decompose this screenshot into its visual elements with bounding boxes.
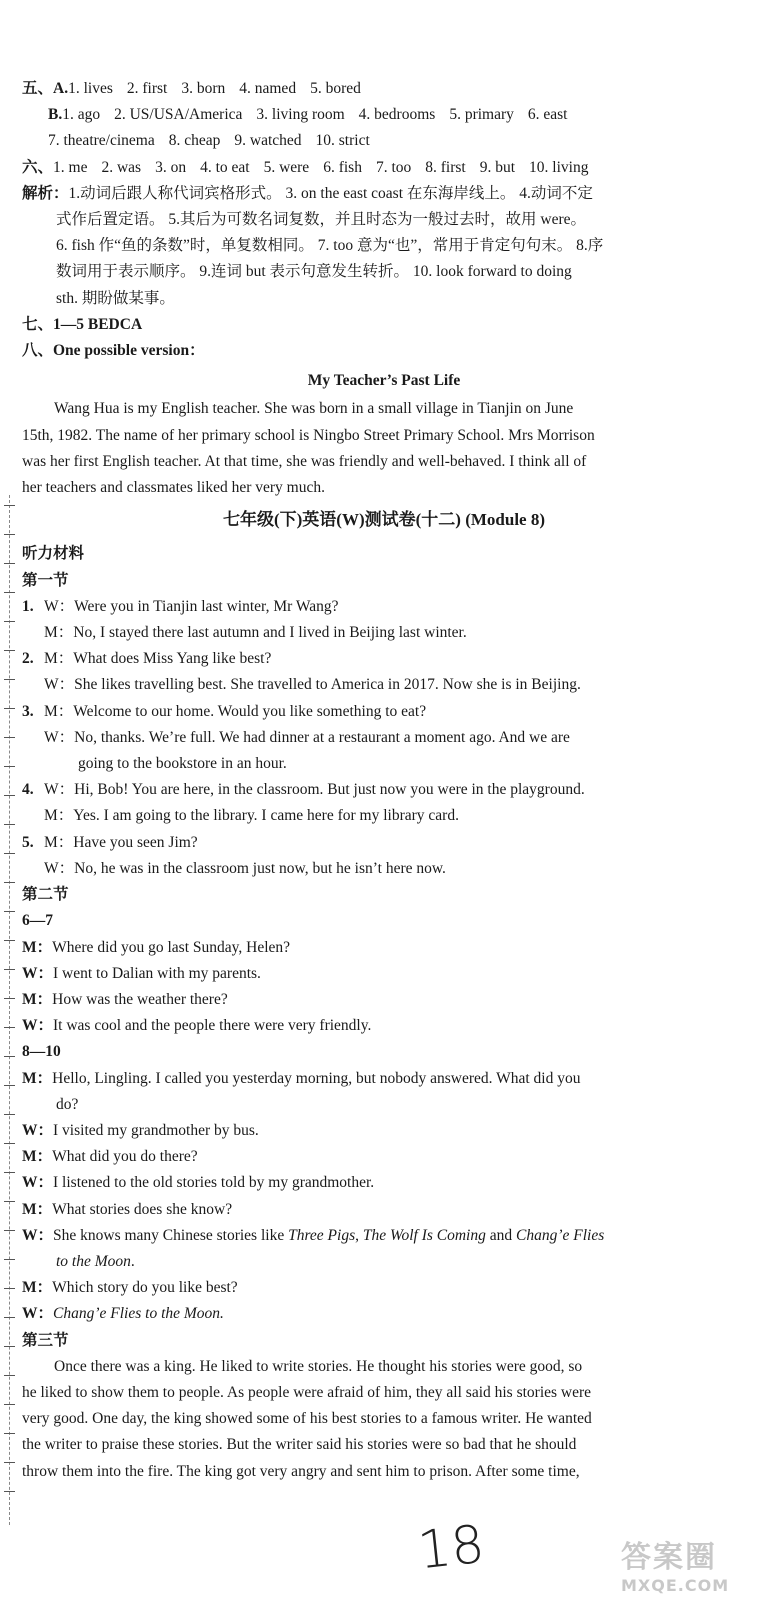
margin-tick (4, 1172, 15, 1173)
story-title-wolf: The Wolf Is Coming (362, 1226, 486, 1244)
dialogue-text: No, thanks. We’re full. We had dinner at a restaurant a moment ago. And we are (74, 728, 570, 746)
dialogue-line (22, 620, 746, 646)
dialogue-line (22, 961, 746, 987)
question-number: 1. (22, 597, 34, 615)
dialogue-text: Hello, Lingling. I called you yesterday morning, but nobody answered. What did you (52, 1069, 581, 1087)
answer-5a-3: 3. born (181, 80, 226, 97)
essay-title: My Teacher’s Past Life (307, 372, 461, 390)
answer-5b-10: 10. strict (315, 132, 370, 150)
dialogue-text: Were you in Tianjin last winter, Mr Wang? (74, 597, 339, 615)
dialogue-line (22, 594, 746, 620)
dialogue-text: Where did you go last Sunday, Helen? (52, 938, 291, 956)
margin-tick (4, 563, 15, 564)
dialogue-line (22, 1118, 746, 1144)
answer-5b-2: 2. US/USA/America (114, 106, 243, 124)
speaker-label: M： (22, 1148, 53, 1166)
margin-tick (4, 1346, 15, 1347)
answer-5b-5: 5. primary (449, 106, 514, 124)
margin-tick (4, 1056, 15, 1057)
range-8-10: 8—10 (22, 1043, 61, 1061)
dialogue-line (22, 803, 746, 829)
dialogue-line (22, 672, 746, 698)
part3-label: 第三节 (22, 1331, 69, 1349)
margin-tick (4, 1201, 15, 1202)
dialogue-line (22, 987, 746, 1013)
speaker-label: M： (22, 938, 53, 956)
explanation-line-5: sth. 期盼做某事。 (56, 289, 175, 307)
speaker-label: W： (44, 781, 75, 799)
margin-tick (4, 1404, 15, 1405)
margin-tick (4, 1114, 15, 1115)
speaker-label: W： (44, 676, 75, 694)
answer-5b-3: 3. living room (256, 106, 345, 124)
dialogue-text: I listened to the old stories told by my grandmother. (53, 1174, 375, 1192)
margin-tick (4, 853, 15, 854)
dialogue-line (22, 856, 746, 882)
test-title: 七年级(下)英语(W)测试卷(十二) (Module 8) (222, 510, 545, 530)
speaker-label: W： (22, 1017, 54, 1035)
dialogue-text: Have you seen Jim? (73, 833, 198, 851)
dialogue-text: Welcome to our home. Would you like something to eat? (73, 702, 427, 720)
margin-tick (4, 1462, 15, 1463)
margin-tick (4, 534, 15, 535)
dialogue-text: No, he was in the classroom just now, but he isn’t here now. (74, 859, 446, 877)
part1-dialogues (22, 594, 746, 882)
speaker-label: W： (44, 859, 75, 877)
dialogue-text: Hi, Bob! You are here, in the classroom. But just now you were in the playground. (74, 781, 585, 799)
range-6-7: 6—7 (22, 912, 53, 930)
answer-5b-9: 9. watched (234, 132, 302, 150)
margin-tick (4, 1491, 15, 1492)
dialogue-line (22, 1013, 746, 1039)
dialogue-line (22, 777, 746, 803)
essay-line-3: was her first English teacher. At that time, she was friendly and well-behaved. I think all of (22, 452, 587, 470)
dialogue-8-10-end (22, 1275, 746, 1301)
dialogue-line (22, 751, 746, 777)
speaker-label: M： (44, 702, 74, 720)
answer-5b-7: 7. theatre/cinema (48, 132, 155, 150)
dialogue-text: What did you do there? (52, 1148, 198, 1166)
question-number: 4. (22, 781, 34, 799)
margin-tick (4, 1375, 15, 1376)
speaker-label: M： (22, 1200, 53, 1218)
essay-line-2: 15th, 1982. The name of her primary school is Ningbo Street Primary School. Mrs Morrison (22, 426, 595, 444)
speaker-label: M： (44, 833, 74, 851)
dialogue-text: Yes. I am going to the library. I came here for my library card. (73, 807, 459, 825)
speaker-label: W： (22, 1121, 54, 1139)
watermark-logo: 答案圈 MXQE.COM (621, 1540, 730, 1595)
story-line-1: Once there was a king. He liked to write stories. He thought his stories were good, so (54, 1357, 583, 1375)
answer-5b-4: 4. bedrooms (358, 106, 436, 124)
speaker-label: W： (22, 964, 54, 982)
margin-tick (4, 1027, 15, 1028)
stories-line-cont: to the Moon. (56, 1252, 135, 1270)
section-5b-answers-line2 (22, 128, 746, 154)
section-7-answers: 七、1—5 BEDCA (22, 315, 143, 333)
part1-label: 第一节 (22, 571, 69, 589)
dialogue-text: No, I stayed there last autumn and I lived in Beijing last winter. (73, 624, 467, 642)
dialogue-line (22, 1197, 746, 1223)
margin-tick (4, 882, 15, 883)
margin-tick (4, 708, 15, 709)
dialogue-text: What does Miss Yang like best? (73, 650, 272, 668)
margin-tick (4, 505, 15, 506)
answer-5b-6: 6. east (527, 106, 568, 124)
dialogue-8-10 (22, 1066, 746, 1223)
dialogue-text: Which story do you like best? (52, 1279, 238, 1297)
handwritten-page-number: 18 (415, 1514, 488, 1582)
dialogue-text: going to the bookstore in an hour. (78, 755, 287, 773)
margin-tick (4, 940, 15, 941)
speaker-label: M： (22, 1069, 53, 1087)
explanation-line-1: 解析：1.动词后跟人称代词宾格形式。 3. on the east coast 在东海岸线上。 4.动词不定 (22, 184, 593, 202)
margin-tick (4, 1143, 15, 1144)
speaker-label: W： (44, 597, 75, 615)
margin-tick (4, 1259, 15, 1260)
story-title-change: Chang’e Flies (516, 1226, 605, 1244)
section-6-answers: 六、1. me 2. was 3. on 4. to eat 5. were 6. fish 7. too 8. first 9. but 10. living (22, 158, 589, 176)
section-5a-answers: 五、A.1. lives 2. first 3. born 4. named 5. bored (22, 80, 361, 97)
question-number: 2. (22, 650, 34, 668)
margin-tick (4, 679, 15, 680)
speaker-label: W： (22, 1174, 54, 1192)
section-5b-answers-line1: B.1. ago 2. US/USA/America 3. living room 4. bedrooms 5. primary 6. east (48, 106, 568, 124)
listening-label: 听力材料 (22, 545, 85, 563)
speaker-label: M： (44, 624, 74, 642)
dialogue-6-7 (22, 935, 746, 1040)
story-line-3: very good. One day, the king showed some of his best stories to a famous writer. He wanted (22, 1410, 592, 1428)
answer-5b-8: 8. cheap (168, 132, 221, 150)
dialogue-line (22, 1144, 746, 1170)
speaker-label: M： (22, 990, 53, 1008)
dialogue-text: do? (56, 1095, 79, 1113)
dialogue-line (22, 1170, 746, 1196)
answer-5a-1: 1. lives (68, 80, 113, 97)
margin-tick (4, 1317, 15, 1318)
final-answer-line: W：Chang’e Flies to the Moon. (22, 1305, 224, 1323)
story-line-4: the writer to praise these stories. But the writer said his stories were so bad that he should (22, 1436, 577, 1454)
margin-tick (4, 911, 15, 912)
margin-tick (4, 1085, 15, 1086)
answer-5b-1: 1. ago (62, 106, 101, 124)
story-title-three-pigs: Three Pigs (288, 1226, 356, 1244)
dialogue-text: She likes travelling best. She travelled to America in 2017. Now she is in Beijing. (74, 676, 581, 694)
section-8-heading: 八、One possible version： (22, 342, 205, 360)
answer-5a-4: 4. named (239, 80, 297, 97)
dialogue-line (22, 1092, 746, 1118)
margin-tick (4, 1230, 15, 1231)
dialogue-line (22, 699, 746, 725)
dialogue-line (22, 1275, 746, 1301)
margin-tick (4, 1433, 15, 1434)
dialogue-line (22, 725, 746, 751)
margin-tick (4, 1288, 15, 1289)
answer-5a-2: 2. first (126, 80, 168, 97)
speaker-label: M： (22, 1279, 53, 1297)
part2-label: 第二节 (22, 886, 69, 904)
answer-5a-5: 5. bored (310, 80, 361, 97)
speaker-label: W： (44, 728, 75, 746)
dialogue-text: What stories does she know? (52, 1200, 233, 1218)
margin-tick (4, 592, 15, 593)
dialogue-text: I went to Dalian with my parents. (53, 964, 261, 982)
dialogue-line (22, 1066, 746, 1092)
speaker-label: M： (44, 650, 74, 668)
margin-tick (4, 621, 15, 622)
margin-tick (4, 969, 15, 970)
dialogue-text: How was the weather there? (52, 990, 228, 1008)
dialogue-line (22, 646, 746, 672)
story-line-2: he liked to show them to people. As people were afraid of him, they all said his stories were (22, 1383, 592, 1401)
margin-tick (4, 737, 15, 738)
dialogue-text: I visited my grandmother by bus. (53, 1121, 259, 1139)
explanation-line-3: 6. fish 作“鱼的条数”时，单复数相同。 7. too 意为“也”，常用于肯定句句末。 8.序 (56, 237, 604, 255)
essay-line-4: her teachers and classmates liked her very much. (22, 479, 325, 497)
story-line-5: throw them into the fire. The king got very angry and sent him to prison. After some time, (22, 1462, 580, 1480)
answer-page (22, 76, 746, 1485)
dialogue-line (22, 935, 746, 961)
explanation-line-4: 数词用于表示顺序。 9.连词 but 表示句意发生转折。 10. look forward to doing (56, 263, 572, 281)
dialogue-text: It was cool and the people there were very friendly. (53, 1017, 372, 1035)
margin-tick (4, 766, 15, 767)
margin-tick (4, 998, 15, 999)
question-number: 5. (22, 833, 34, 851)
margin-tick (4, 650, 15, 651)
stories-line: W：She knows many Chinese stories like Three Pigs, The Wolf Is Coming and Chang’e Flies (22, 1226, 605, 1244)
question-number: 3. (22, 702, 34, 720)
essay-line-1: Wang Hua is my English teacher. She was born in a small village in Tianjin on June (54, 400, 574, 418)
dialogue-line (22, 830, 746, 856)
margin-tick (4, 824, 15, 825)
margin-tick (4, 795, 15, 796)
speaker-label: M： (44, 807, 74, 825)
explanation-line-2: 式作后置定语。 5.其后为可数名词复数，并且时态为一般过去时，故用 were。 (56, 211, 586, 229)
